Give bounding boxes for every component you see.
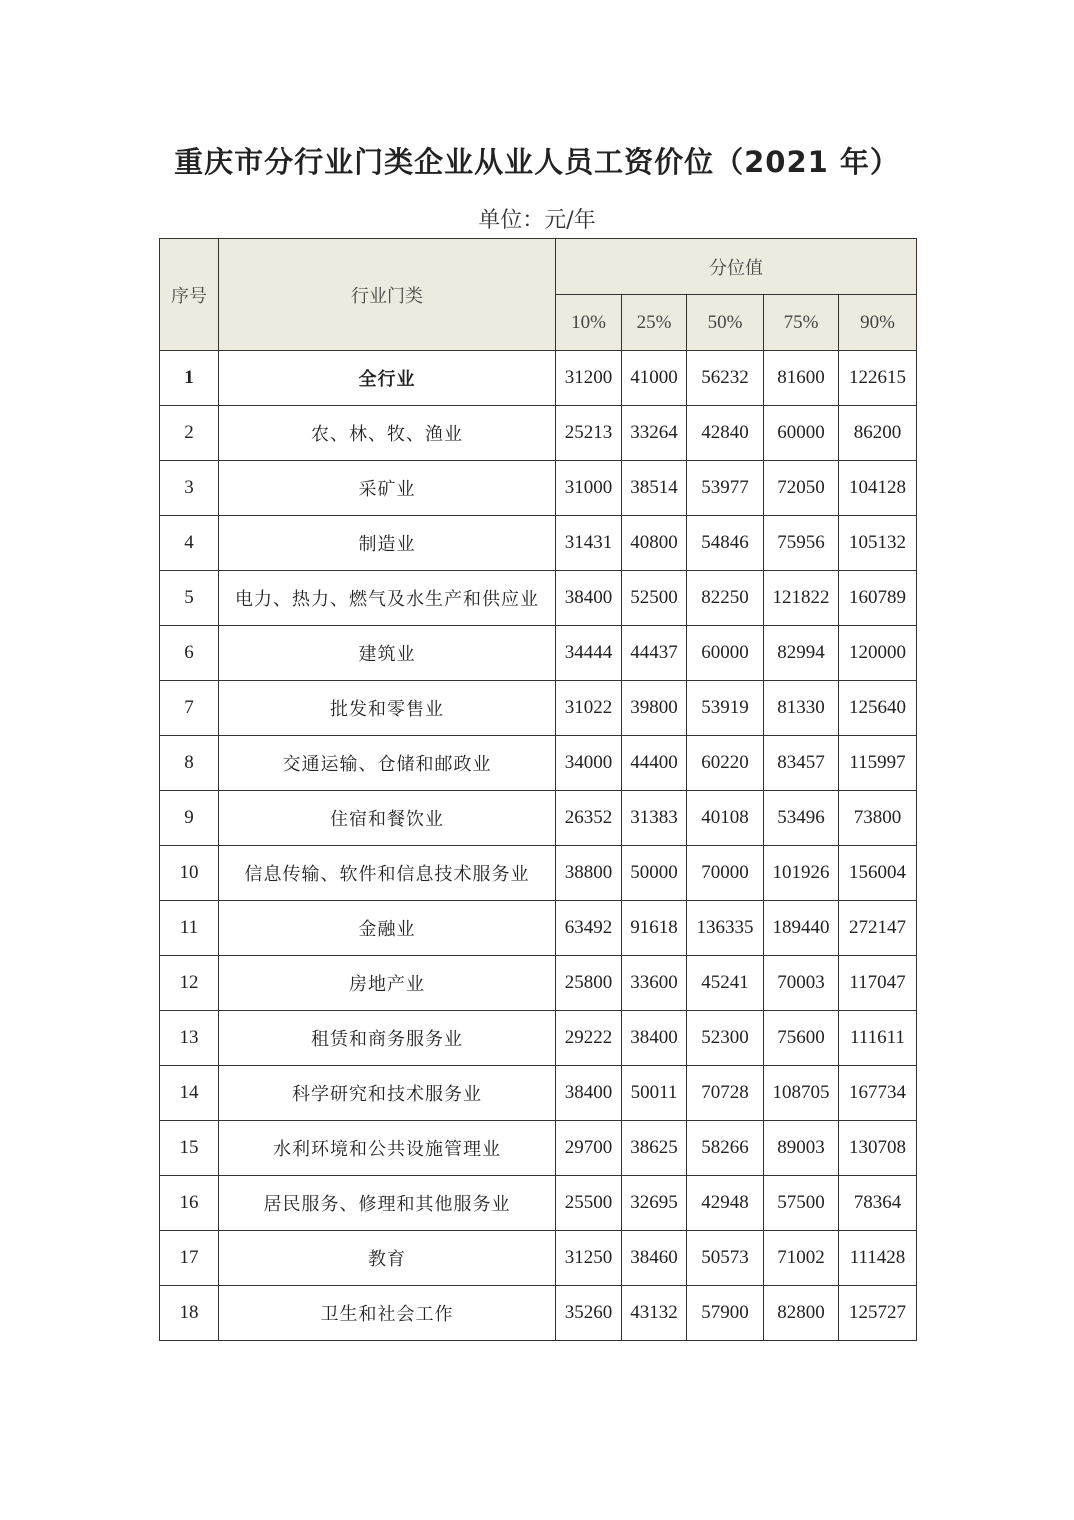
unit-label: 单位：元/年 <box>478 208 596 233</box>
p50-value: 40108 <box>687 791 764 846</box>
p25-value: 38400 <box>622 1011 687 1066</box>
industry-name: 交通运输、仓储和邮政业 <box>219 736 556 791</box>
p10-value: 38800 <box>556 846 622 901</box>
p10-value: 31431 <box>556 516 622 571</box>
p90-value: 111428 <box>839 1231 917 1286</box>
industry-name: 电力、热力、燃气及水生产和供应业 <box>219 571 556 626</box>
table-row <box>160 1066 917 1121</box>
row-number: 8 <box>160 736 219 791</box>
header-row <box>160 239 917 295</box>
p75-value: 70003 <box>764 956 839 1011</box>
p75-value: 83457 <box>764 736 839 791</box>
p10-value: 38400 <box>556 571 622 626</box>
p10-value: 25800 <box>556 956 622 1011</box>
table-row <box>160 736 917 791</box>
p90-value: 117047 <box>839 956 917 1011</box>
p10-value: 35260 <box>556 1286 622 1341</box>
p50-value: 82250 <box>687 571 764 626</box>
p10-value: 25213 <box>556 406 622 461</box>
p10-value: 34444 <box>556 626 622 681</box>
p75-value: 81330 <box>764 681 839 736</box>
header-p90: 90% <box>839 295 917 351</box>
p75-value: 72050 <box>764 461 839 516</box>
p75-value: 75956 <box>764 516 839 571</box>
p90-value: 104128 <box>839 461 917 516</box>
row-number: 7 <box>160 681 219 736</box>
row-number: 18 <box>160 1286 219 1341</box>
header-seq: 序号 <box>160 239 219 351</box>
p75-value: 189440 <box>764 901 839 956</box>
table-row <box>160 956 917 1011</box>
industry-name: 批发和零售业 <box>219 681 556 736</box>
p90-value: 160789 <box>839 571 917 626</box>
p50-value: 45241 <box>687 956 764 1011</box>
p50-value: 58266 <box>687 1121 764 1176</box>
p25-value: 33264 <box>622 406 687 461</box>
p90-value: 115997 <box>839 736 917 791</box>
p25-value: 41000 <box>622 351 687 406</box>
industry-name: 金融业 <box>219 901 556 956</box>
p90-value: 120000 <box>839 626 917 681</box>
industry-name: 租赁和商务服务业 <box>219 1011 556 1066</box>
industry-name: 卫生和社会工作 <box>219 1286 556 1341</box>
p25-value: 32695 <box>622 1176 687 1231</box>
p90-value: 125640 <box>839 681 917 736</box>
p10-value: 31000 <box>556 461 622 516</box>
p10-value: 38400 <box>556 1066 622 1121</box>
header-industry: 行业门类 <box>219 239 556 351</box>
industry-name: 建筑业 <box>219 626 556 681</box>
p50-value: 50573 <box>687 1231 764 1286</box>
p50-value: 42948 <box>687 1176 764 1231</box>
table-row <box>160 516 917 571</box>
p75-value: 101926 <box>764 846 839 901</box>
p50-value: 70728 <box>687 1066 764 1121</box>
header-p25: 25% <box>622 295 687 351</box>
row-number: 13 <box>160 1011 219 1066</box>
industry-name: 采矿业 <box>219 461 556 516</box>
table-header <box>160 239 917 351</box>
industry-name: 住宿和餐饮业 <box>219 791 556 846</box>
p10-value: 31250 <box>556 1231 622 1286</box>
row-number: 1 <box>160 351 219 406</box>
p75-value: 82800 <box>764 1286 839 1341</box>
table-row <box>160 1176 917 1231</box>
header-p75: 75% <box>764 295 839 351</box>
p90-value: 105132 <box>839 516 917 571</box>
table-row <box>160 351 917 406</box>
p90-value: 86200 <box>839 406 917 461</box>
p90-value: 167734 <box>839 1066 917 1121</box>
table-row <box>160 461 917 516</box>
p10-value: 31022 <box>556 681 622 736</box>
p75-value: 121822 <box>764 571 839 626</box>
table-body <box>160 351 917 1341</box>
table-row <box>160 846 917 901</box>
table-row <box>160 791 917 846</box>
header-p50: 50% <box>687 295 764 351</box>
p50-value: 136335 <box>687 901 764 956</box>
table-row <box>160 1011 917 1066</box>
p50-value: 57900 <box>687 1286 764 1341</box>
industry-name: 信息传输、软件和信息技术服务业 <box>219 846 556 901</box>
p75-value: 75600 <box>764 1011 839 1066</box>
p90-value: 130708 <box>839 1121 917 1176</box>
row-number: 5 <box>160 571 219 626</box>
industry-name: 房地产业 <box>219 956 556 1011</box>
p90-value: 125727 <box>839 1286 917 1341</box>
table-row <box>160 1286 917 1341</box>
p50-value: 60000 <box>687 626 764 681</box>
row-number: 6 <box>160 626 219 681</box>
p25-value: 50000 <box>622 846 687 901</box>
table-row <box>160 1121 917 1176</box>
row-number: 9 <box>160 791 219 846</box>
row-number: 16 <box>160 1176 219 1231</box>
header-p10: 10% <box>556 295 622 351</box>
p10-value: 26352 <box>556 791 622 846</box>
p75-value: 60000 <box>764 406 839 461</box>
row-number: 4 <box>160 516 219 571</box>
p90-value: 156004 <box>839 846 917 901</box>
p25-value: 40800 <box>622 516 687 571</box>
p25-value: 43132 <box>622 1286 687 1341</box>
p10-value: 29700 <box>556 1121 622 1176</box>
p25-value: 38514 <box>622 461 687 516</box>
industry-name: 居民服务、修理和其他服务业 <box>219 1176 556 1231</box>
table-row <box>160 1231 917 1286</box>
header-percentile-group: 分位值 <box>556 239 917 295</box>
row-number: 12 <box>160 956 219 1011</box>
row-number: 11 <box>160 901 219 956</box>
industry-name: 制造业 <box>219 516 556 571</box>
p90-value: 272147 <box>839 901 917 956</box>
p25-value: 44400 <box>622 736 687 791</box>
p75-value: 71002 <box>764 1231 839 1286</box>
industry-name: 教育 <box>219 1231 556 1286</box>
p25-value: 31383 <box>622 791 687 846</box>
p75-value: 57500 <box>764 1176 839 1231</box>
page-title: 重庆市分行业门类企业从业人员工资价位（2021 年） <box>174 145 900 179</box>
table-row <box>160 681 917 736</box>
table-row <box>160 626 917 681</box>
p90-value: 73800 <box>839 791 917 846</box>
p50-value: 52300 <box>687 1011 764 1066</box>
p75-value: 108705 <box>764 1066 839 1121</box>
p75-value: 89003 <box>764 1121 839 1176</box>
p25-value: 50011 <box>622 1066 687 1121</box>
p50-value: 56232 <box>687 351 764 406</box>
p10-value: 34000 <box>556 736 622 791</box>
p90-value: 122615 <box>839 351 917 406</box>
p25-value: 44437 <box>622 626 687 681</box>
wage-table <box>159 238 917 1341</box>
table-row <box>160 901 917 956</box>
p10-value: 63492 <box>556 901 622 956</box>
row-number: 15 <box>160 1121 219 1176</box>
industry-name: 全行业 <box>219 351 556 406</box>
p75-value: 81600 <box>764 351 839 406</box>
p25-value: 33600 <box>622 956 687 1011</box>
p90-value: 111611 <box>839 1011 917 1066</box>
p25-value: 38460 <box>622 1231 687 1286</box>
p75-value: 82994 <box>764 626 839 681</box>
row-number: 2 <box>160 406 219 461</box>
table-row <box>160 406 917 461</box>
p50-value: 53919 <box>687 681 764 736</box>
p75-value: 53496 <box>764 791 839 846</box>
p50-value: 54846 <box>687 516 764 571</box>
row-number: 3 <box>160 461 219 516</box>
p50-value: 70000 <box>687 846 764 901</box>
row-number: 14 <box>160 1066 219 1121</box>
p10-value: 29222 <box>556 1011 622 1066</box>
p90-value: 78364 <box>839 1176 917 1231</box>
industry-name: 农、林、牧、渔业 <box>219 406 556 461</box>
row-number: 17 <box>160 1231 219 1286</box>
p50-value: 60220 <box>687 736 764 791</box>
p25-value: 91618 <box>622 901 687 956</box>
p25-value: 39800 <box>622 681 687 736</box>
p25-value: 38625 <box>622 1121 687 1176</box>
p50-value: 42840 <box>687 406 764 461</box>
p10-value: 31200 <box>556 351 622 406</box>
table-row <box>160 571 917 626</box>
p10-value: 25500 <box>556 1176 622 1231</box>
p50-value: 53977 <box>687 461 764 516</box>
industry-name: 水利环境和公共设施管理业 <box>219 1121 556 1176</box>
industry-name: 科学研究和技术服务业 <box>219 1066 556 1121</box>
p25-value: 52500 <box>622 571 687 626</box>
row-number: 10 <box>160 846 219 901</box>
